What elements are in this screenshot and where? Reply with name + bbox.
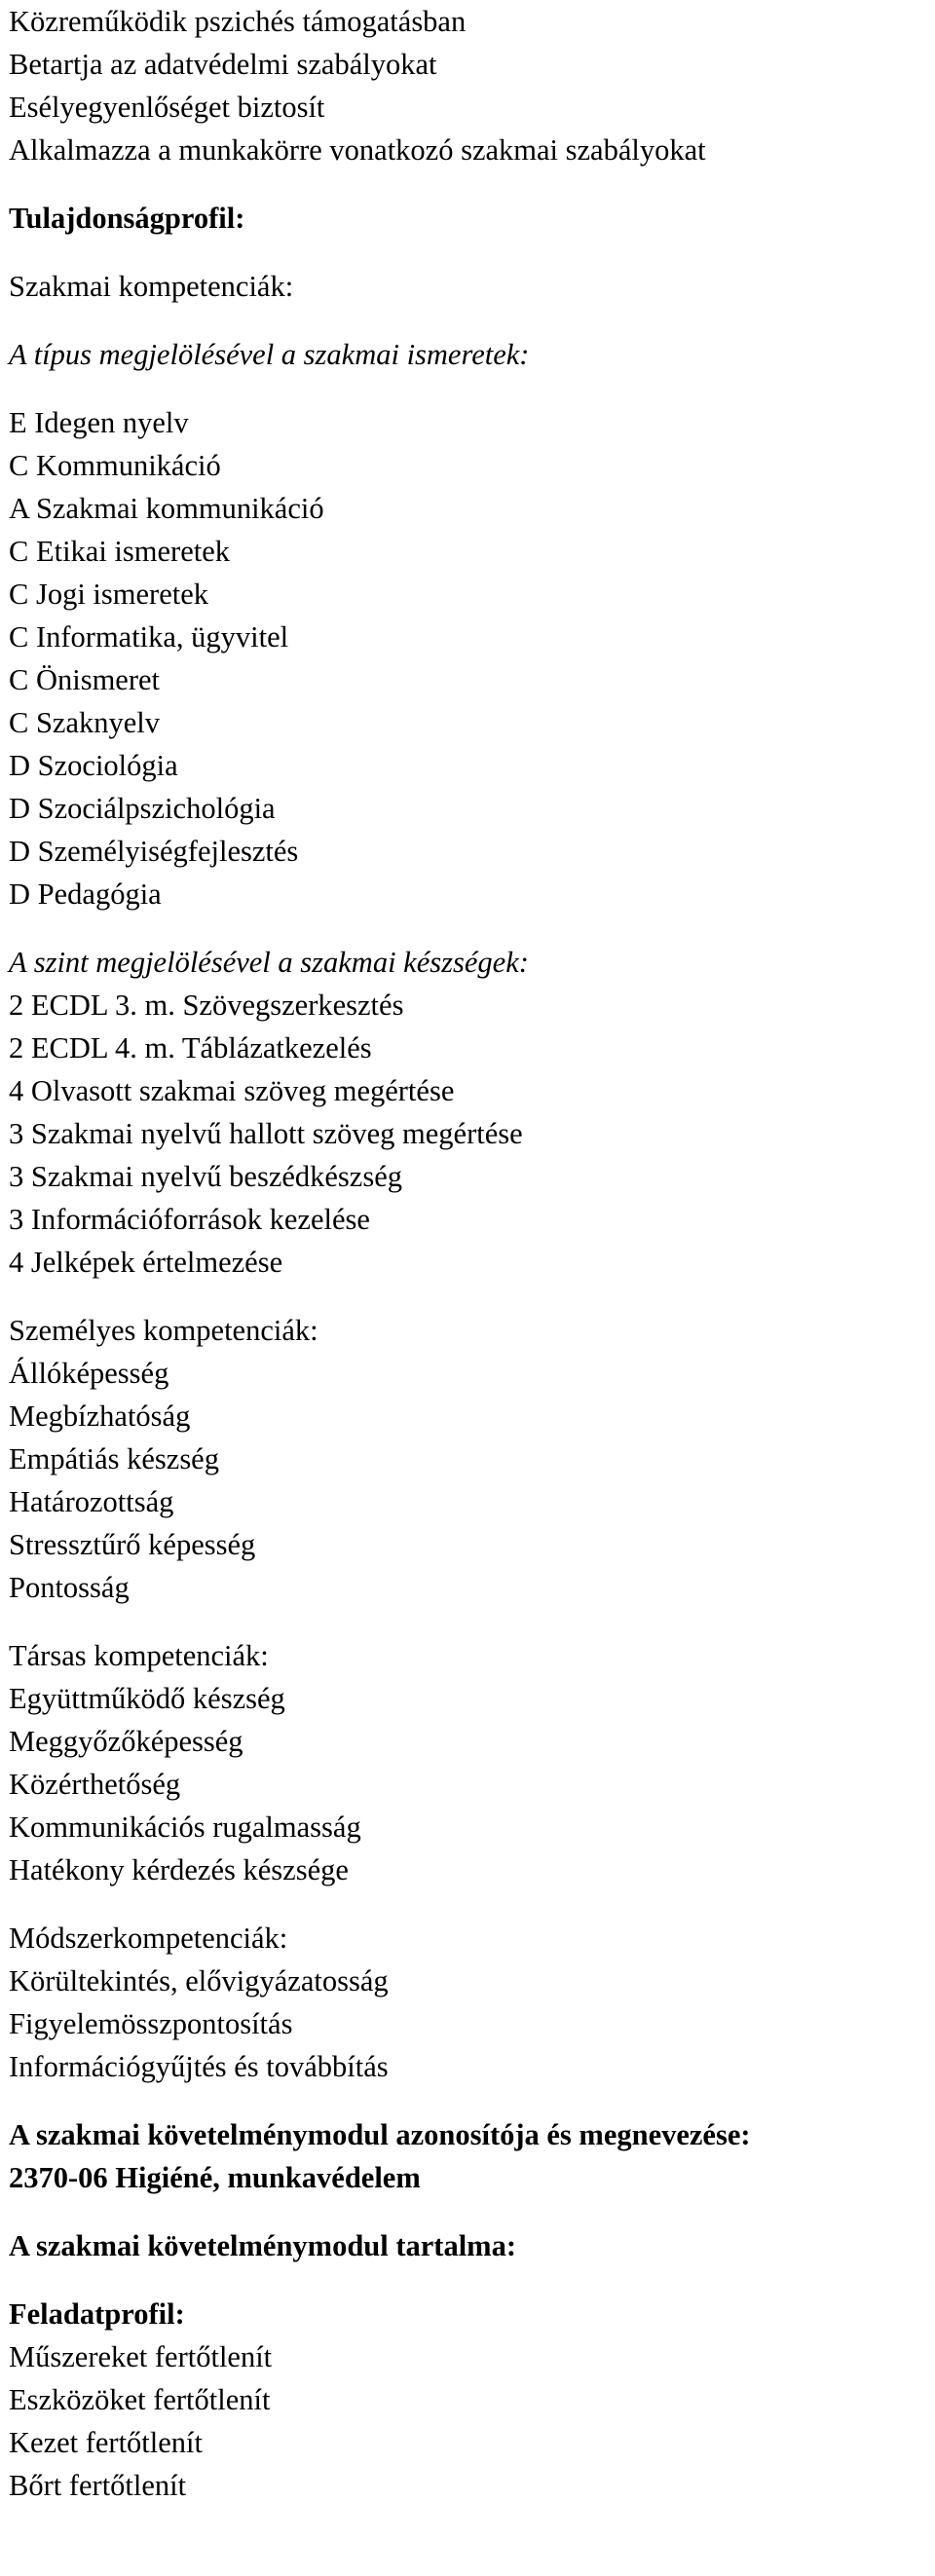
intro-line: Alkalmazza a munkakörre vonatkozó szakmai szabályokat: [9, 133, 706, 167]
social-heading: Társas kompetenciák:: [9, 1639, 269, 1672]
personal-item: Megbízhatóság: [9, 1400, 191, 1433]
knowledge-item: E Idegen nyelv: [9, 406, 189, 439]
social-item: Kommunikációs rugalmasság: [9, 1811, 361, 1844]
personal-item: Stressztűrő képesség: [9, 1528, 256, 1561]
personal-item: Állóképesség: [9, 1357, 169, 1390]
personal-item: Határozottság: [9, 1485, 174, 1518]
knowledge-item: D Szociálpszichológia: [9, 792, 276, 825]
skill-item: 4 Olvasott szakmai szöveg megértése: [9, 1074, 455, 1107]
social-item: Hatékony kérdezés készsége: [9, 1853, 349, 1886]
knowledge-item: C Jogi ismeretek: [9, 578, 208, 611]
knowledge-item: D Szociológia: [9, 749, 178, 782]
skill-item: 3 Információforrások kezelése: [9, 1203, 370, 1236]
task-item: Bőrt fertőtlenít: [9, 2469, 187, 2502]
method-item: Körültekintés, elővigyázatosság: [9, 1964, 389, 1997]
method-item: Információgyűjtés és továbbítás: [9, 2050, 389, 2083]
knowledge-item: D Személyiségfejlesztés: [9, 835, 299, 868]
knowledge-item: C Önismeret: [9, 663, 161, 696]
social-item: Együttműködő készség: [9, 1682, 285, 1715]
task-item: Műszereket fertőtlenít: [9, 2340, 273, 2373]
module-id-value: 2370-06 Higiéné, munkavédelem: [9, 2161, 421, 2194]
profile-heading: Tulajdonságprofil:: [9, 202, 245, 235]
task-profile-heading: Feladatprofil:: [9, 2297, 185, 2331]
personal-item: Empátiás készség: [9, 1442, 219, 1475]
skill-item: 4 Jelképek értelmezése: [9, 1246, 283, 1279]
knowledge-item: D Pedagógia: [9, 877, 162, 911]
knowledge-item: C Etikai ismeretek: [9, 535, 230, 568]
knowledge-item: C Kommunikáció: [9, 449, 221, 482]
intro-line: Betartja az adatvédelmi szabályokat: [9, 48, 437, 81]
knowledge-item: C Informatika, ügyvitel: [9, 620, 289, 653]
method-heading: Módszerkompetenciák:: [9, 1922, 288, 1955]
task-item: Kezet fertőtlenít: [9, 2426, 203, 2459]
knowledge-item: C Szaknyelv: [9, 706, 161, 739]
knowledge-item: A Szakmai kommunikáció: [9, 492, 324, 525]
skill-item: 3 Szakmai nyelvű hallott szöveg megértése: [9, 1117, 523, 1150]
skill-item: 3 Szakmai nyelvű beszédkészség: [9, 1160, 402, 1193]
social-item: Meggyőzőképesség: [9, 1725, 243, 1758]
personal-item: Pontosság: [9, 1571, 130, 1604]
skills-label: A szint megjelölésével a szakmai készségek:: [9, 946, 529, 979]
task-item: Eszközöket fertőtlenít: [9, 2383, 271, 2416]
module-id-heading: A szakmai követelménymodul azonosítója és megnevezése:: [9, 2118, 751, 2151]
intro-line: Esélyegyenlőséget biztosít: [9, 91, 325, 124]
module-content-heading: A szakmai követelménymodul tartalma:: [9, 2229, 516, 2262]
personal-heading: Személyes kompetenciák:: [9, 1314, 318, 1347]
social-item: Közérthetőség: [9, 1768, 181, 1801]
method-item: Figyelemösszpontosítás: [9, 2007, 293, 2040]
knowledge-label: A típus megjelölésével a szakmai ismeretek:: [9, 338, 530, 371]
professional-heading: Szakmai kompetenciák:: [9, 270, 294, 303]
skill-item: 2 ECDL 4. m. Táblázatkezelés: [9, 1031, 372, 1064]
skill-item: 2 ECDL 3. m. Szövegszerkesztés: [9, 989, 404, 1022]
intro-line: Közreműködik pszichés támogatásban: [9, 5, 467, 38]
